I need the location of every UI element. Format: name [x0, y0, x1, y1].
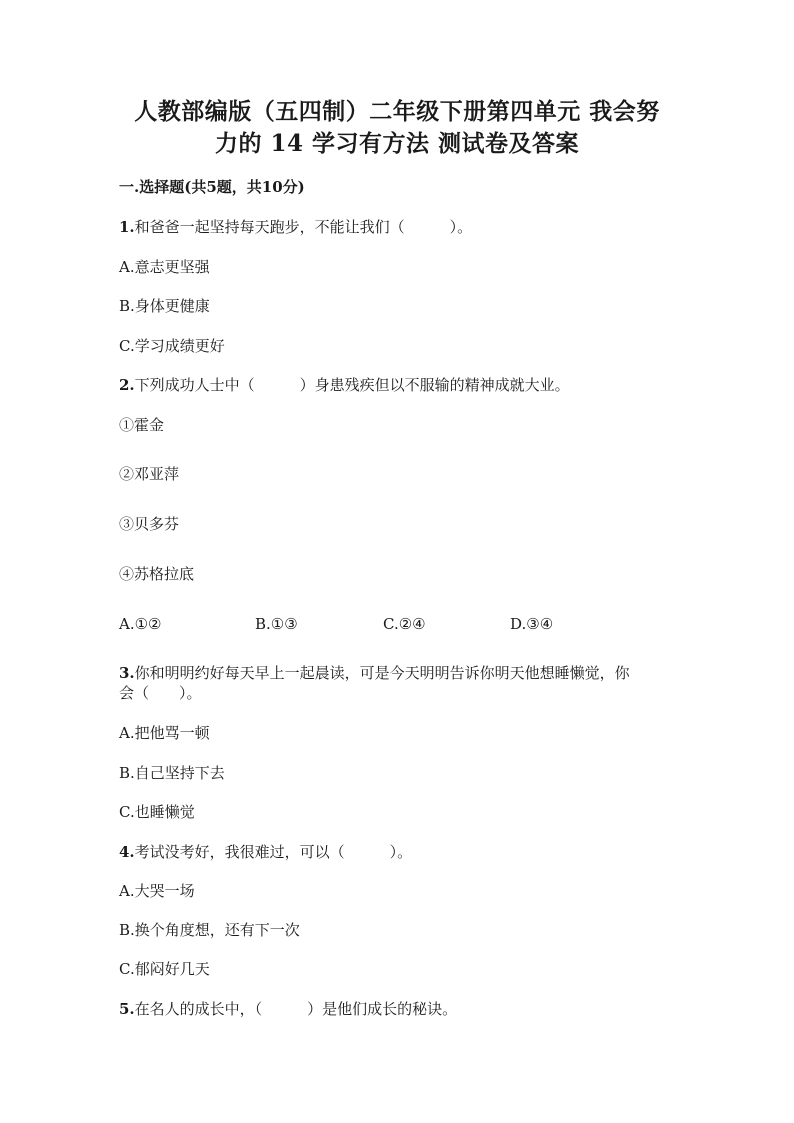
question-4	[119, 841, 412, 863]
question-3-text-line-2: 会（ ）。	[119, 684, 202, 702]
question-1-text: 和爸爸一起坚持每天跑步，不能让我们（ ）。	[134, 218, 473, 236]
question-2-option-b: B.①③	[255, 615, 298, 633]
section-heading: 一.选择题(共5题，共10分)	[119, 178, 305, 196]
question-4-option-c: C.郁闷好几天	[119, 960, 210, 978]
question-2-item-1: ①霍金	[119, 416, 165, 434]
question-3-number: 3.	[119, 664, 135, 682]
question-2-option-c: C.②④	[383, 615, 426, 633]
question-1-option-b: B.身体更健康	[119, 297, 210, 315]
question-5	[119, 998, 457, 1020]
question-2-item-2: ②邓亚萍	[119, 465, 180, 483]
question-2	[119, 374, 570, 396]
question-1-option-a: A.意志更坚强	[119, 258, 210, 276]
question-4-number: 4.	[119, 843, 135, 861]
doc-title-line-2: 力的 14 学习有方法 测试卷及答案	[214, 130, 580, 157]
question-2-item-4: ④苏格拉底	[119, 565, 195, 583]
question-5-number: 5.	[119, 1000, 135, 1018]
question-3-option-c: C.也睡懒觉	[119, 803, 195, 821]
question-3	[119, 662, 630, 684]
question-1-option-c: C.学习成绩更好	[119, 337, 225, 355]
question-2-item-3: ③贝多芬	[119, 515, 180, 533]
question-3-option-a: A.把他骂一顿	[119, 724, 210, 742]
question-3-option-b: B.自己坚持下去	[119, 764, 225, 782]
doc-title-line-1: 人教部编版（五四制）二年级下册第四单元 我会努	[134, 98, 660, 125]
question-2-text: 下列成功人士中（ ）身患残疾但以不服输的精神成就大业。	[134, 376, 570, 394]
question-2-number: 2.	[119, 376, 135, 394]
question-3-text-line-1: 你和明明约好每天早上一起晨读，可是今天明明告诉你明天他想睡懒觉，你	[134, 664, 630, 682]
question-4-option-b: B.换个角度想，还有下一次	[119, 921, 300, 939]
question-1	[119, 216, 472, 238]
question-4-option-a: A.大哭一场	[119, 882, 195, 900]
question-5-text: 在名人的成长中，（ ）是他们成长的秘诀。	[134, 1000, 458, 1018]
question-2-option-a: A.①②	[119, 615, 162, 633]
question-2-option-d: D.③④	[510, 615, 554, 633]
question-1-number: 1.	[119, 218, 135, 236]
question-4-text: 考试没考好，我很难过，可以（ ）。	[134, 843, 413, 861]
